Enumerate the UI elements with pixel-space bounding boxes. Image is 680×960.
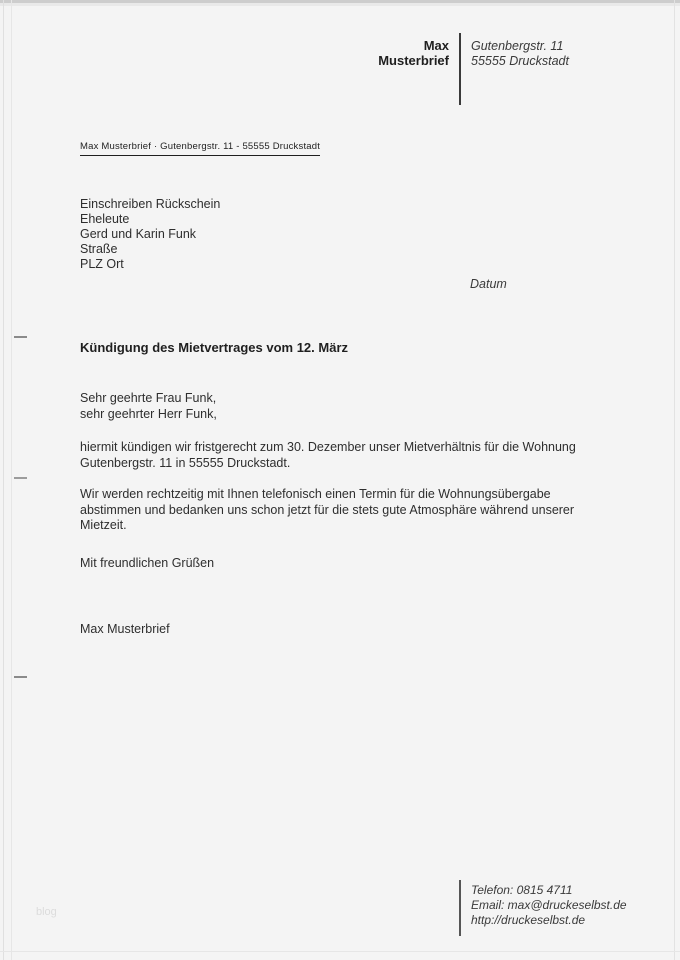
- footer-divider-line: [459, 880, 461, 936]
- fold-mark-top: [14, 336, 27, 338]
- recipient-address-block: [80, 197, 220, 272]
- salutation-line: sehr geehrter Herr Funk,: [80, 406, 217, 421]
- footer-contact-block: [471, 883, 627, 928]
- sender-city: 55555 Druckstadt: [471, 54, 569, 68]
- return-address-line: Max Musterbrief · Gutenbergstr. 11 - 55555 Druckstadt: [80, 141, 320, 156]
- body-paragraph-1: [80, 440, 576, 471]
- paragraph-line: abstimmen und bedanken uns schon jetzt für die stets gute Atmosphäre während unserer: [80, 502, 575, 517]
- letterhead-divider-line: [459, 33, 461, 105]
- fold-mark-middle: [14, 477, 27, 479]
- paragraph-line: Gutenbergstr. 11 in 55555 Druckstadt.: [80, 455, 291, 470]
- footer-email: Email: max@druckeselbst.de: [471, 898, 627, 912]
- paragraph-line: Wir werden rechtzeitig mit Ihnen telefonisch einen Termin für die Wohnungsübergabe: [80, 487, 551, 501]
- page-edge-bottom: [0, 951, 680, 952]
- salutation: [80, 391, 217, 422]
- page-edge-left-outer: [3, 0, 4, 960]
- watermark-text: blog: [36, 906, 57, 918]
- subject-line: Kündigung des Mietvertrages vom 12. März: [80, 340, 349, 355]
- fold-mark-bottom: [14, 676, 27, 678]
- page-edge-left-inner: [11, 0, 12, 960]
- page-edge-right: [674, 0, 675, 960]
- page-edge-top-shadow: [0, 3, 680, 6]
- footer-phone: Telefon: 0815 4711: [471, 883, 573, 897]
- signature-name: Max Musterbrief: [80, 622, 170, 636]
- closing-phrase: Mit freundlichen Grüßen: [80, 556, 215, 570]
- sender-street: Gutenbergstr. 11: [471, 39, 564, 53]
- paragraph-line: hiermit kündigen wir fristgerecht zum 30. Dezember unser Mietverhältnis für die Wohnung: [80, 440, 576, 454]
- body-paragraph-2: [80, 487, 574, 534]
- paragraph-line: Mietzeit.: [80, 518, 127, 532]
- sender-last-name: Musterbrief: [378, 53, 449, 68]
- recipient-line: Gerd und Karin Funk: [80, 227, 197, 241]
- letterhead-sender-name: [378, 38, 449, 68]
- recipient-line: PLZ Ort: [80, 257, 124, 271]
- salutation-line: Sehr geehrte Frau Funk,: [80, 391, 217, 405]
- letterhead-sender-address: [471, 39, 569, 69]
- footer-website: http://druckeselbst.de: [471, 913, 586, 927]
- date-label: Datum: [470, 277, 507, 291]
- recipient-line: Straße: [80, 242, 118, 256]
- sender-first-name: Max: [423, 38, 449, 53]
- recipient-line: Einschreiben Rückschein: [80, 197, 221, 211]
- recipient-line: Eheleute: [80, 212, 130, 226]
